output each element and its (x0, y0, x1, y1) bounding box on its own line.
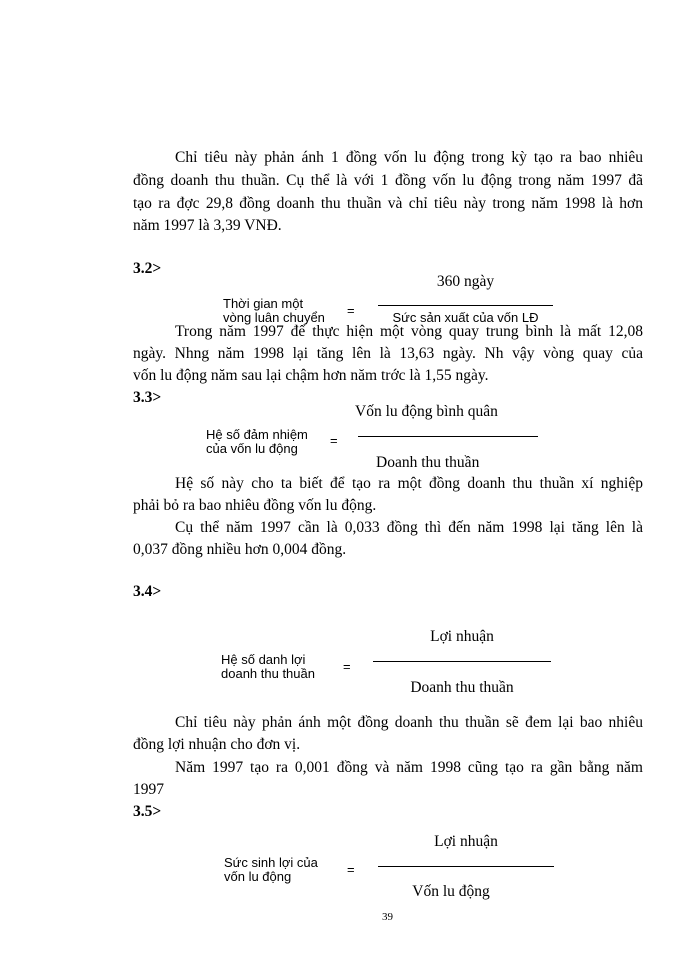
s34-text-4: 1997 (133, 781, 164, 798)
s34-text-3: Năm 1997 tạo ra 0,001 đồng và năm 1998 cũng tạo ra gần bằng năm (175, 759, 643, 776)
formula-3-2-label-2: vòng luân chuyển (223, 310, 325, 325)
formula-3-4-fraction-bar (373, 661, 551, 662)
s33-text-1: Hệ số này cho ta biết để tạo ra một đồng doanh thu thuần xí nghiệp (175, 475, 643, 492)
section-heading-3-3: 3.3> (133, 389, 162, 406)
formula-3-4-denominator: Doanh thu thuần (410, 679, 514, 696)
section-heading-3-4: 3.4> (133, 583, 162, 600)
intro-line-3: tạo ra đợc 29,8 đồng doanh thu thuần và chỉ tiêu này trong năm 1998 là hơn (133, 195, 643, 212)
formula-3-2-label-1: Thời gian một (223, 296, 304, 311)
formula-3-2-fraction-bar (378, 305, 553, 306)
formula-3-5-equals: = (347, 862, 355, 877)
s34-text-1: Chỉ tiêu này phản ánh một đồng doanh thu thuần sẽ đem lại bao nhiêu (175, 714, 643, 731)
formula-3-3-equals: = (330, 433, 338, 448)
page-number: 39 (382, 911, 393, 923)
formula-3-3-numerator: Vốn lu động bình quân (355, 403, 498, 420)
formula-3-3-label-2: của vốn lu động (206, 441, 298, 456)
formula-3-2-numerator: 360 ngày (436, 273, 495, 290)
intro-line-2: đồng doanh thu thuần. Cụ thể là với 1 đồng vốn lu động trong năm 1997 đã (133, 172, 643, 189)
formula-3-5-numerator: Lợi nhuận (434, 833, 498, 850)
s32-text-2: ngày. Nhng năm 1998 lại tăng lên là 13,63 ngày. Nh vậy vòng quay của (133, 345, 643, 362)
formula-3-2-denominator: Sức sản xuất của vốn LĐ (392, 310, 539, 325)
formula-3-3-denominator: Doanh thu thuần (376, 454, 480, 471)
s32-text-1: Trong năm 1997 để thực hiện một vòng quay trung bình là mất 12,08 (175, 323, 643, 340)
formula-3-2-equals: = (347, 303, 355, 318)
s32-text-3: vốn lu động năm sau lại chậm hơn năm trớc là 1,55 ngày. (133, 367, 489, 384)
formula-3-4-equals: = (343, 659, 351, 674)
s33-text-3: Cụ thể năm 1997 cần là 0,033 đồng thì đến năm 1998 lại tăng lên là (175, 519, 643, 536)
s34-text-2: đồng lợi nhuận cho đơn vị. (133, 736, 301, 753)
section-heading-3-2: 3.2> (133, 260, 162, 277)
s33-text-4: 0,037 đồng nhiều hơn 0,004 đồng. (133, 541, 347, 558)
formula-3-5-denominator: Vốn lu động (412, 883, 490, 900)
formula-3-3-label-1: Hệ số đảm nhiệm (206, 427, 308, 442)
intro-line-1: Chỉ tiêu này phản ánh 1 đồng vốn lu động trong kỳ tạo ra bao nhiêu (175, 149, 643, 166)
formula-3-5-fraction-bar (378, 866, 554, 867)
intro-line-4: năm 1997 là 3,39 VNĐ. (133, 217, 282, 234)
formula-3-4-label-2: doanh thu thuần (221, 666, 315, 681)
section-heading-3-5: 3.5> (133, 803, 162, 820)
formula-3-4-numerator: Lợi nhuận (430, 628, 494, 645)
formula-3-5-label-2: vốn lu động (224, 869, 292, 884)
formula-3-3-fraction-bar (358, 436, 538, 437)
formula-3-4-label-1: Hệ số danh lợi (221, 652, 306, 667)
formula-3-5-label-1: Sức sinh lợi của (224, 855, 318, 870)
s33-text-2: phải bỏ ra bao nhiêu đồng vốn lu động. (133, 497, 377, 514)
